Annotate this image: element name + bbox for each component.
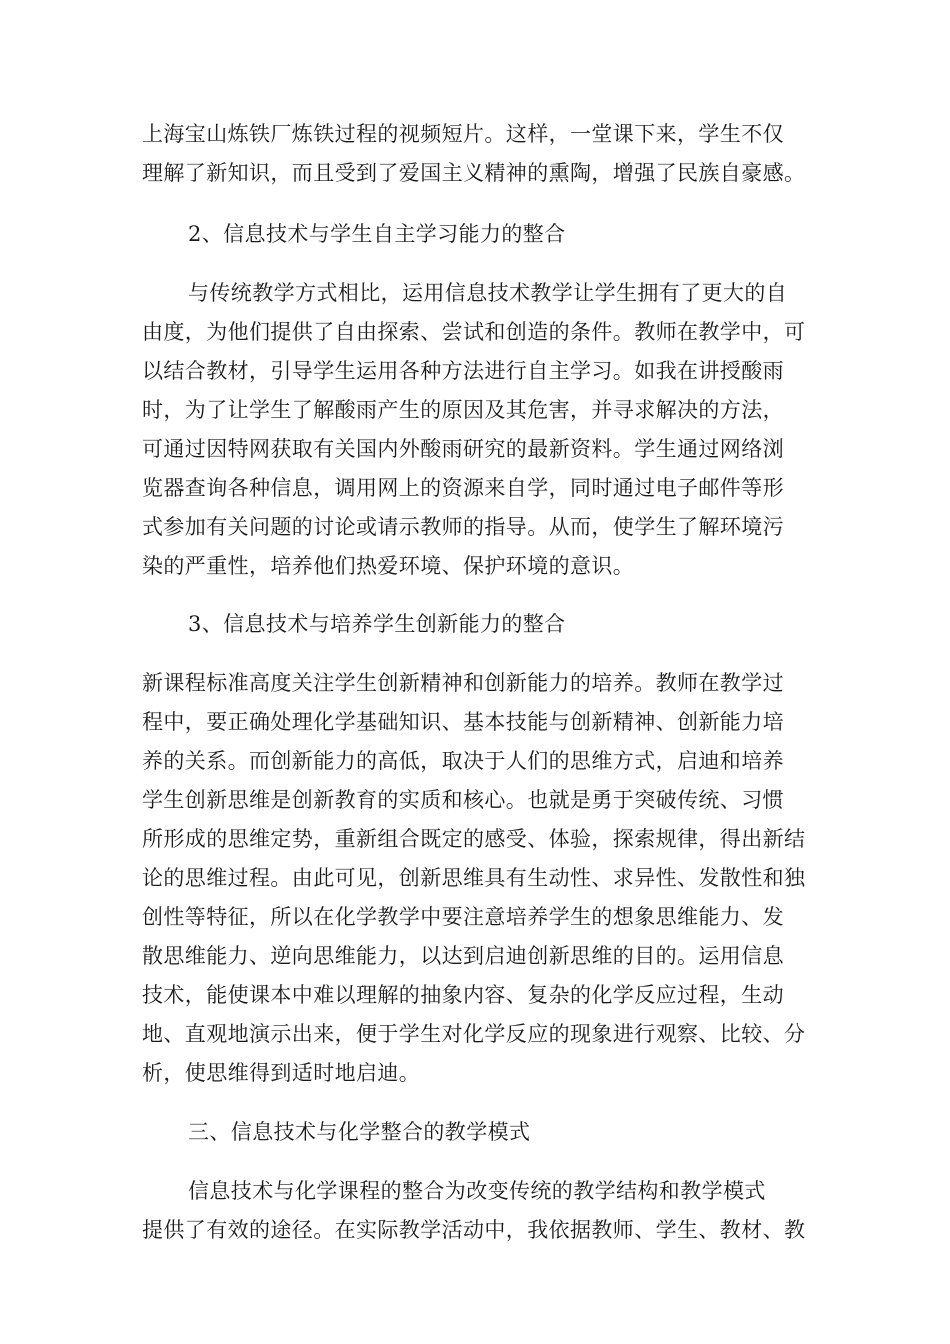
paragraph-line: 式参加有关问题的讨论或请示教师的指导。从而，使学生了解环境污 [142, 515, 784, 539]
paragraph-line: 所形成的思维定势，重新组合既定的感受、体验，探索规律，得出新结 [142, 827, 806, 851]
paragraph-line: 析，使思维得到适时地启迪。 [142, 1061, 421, 1085]
paragraph-line: 由度，为他们提供了自由探索、尝试和创造的条件。教师在教学中，可 [142, 320, 806, 344]
paragraph-line: 创性等特征，所以在化学教学中要注意培养学生的想象思维能力、发 [142, 905, 784, 929]
paragraph-line: 养的关系。而创新能力的高低，取决于人们的思维方式，启迪和培养 [142, 749, 784, 773]
section-heading: 2、信息技术与学生自主学习能力的整合 [188, 222, 566, 246]
section-heading: 三、信息技术与化学整合的教学模式 [188, 1120, 531, 1144]
paragraph-line: 地、直观地演示出来，便于学生对化学反应的现象进行观察、比较、分 [142, 1022, 806, 1046]
paragraph-line: 染的严重性，培养他们热爱环境、保护环境的意识。 [142, 554, 635, 578]
paragraph-line: 论的思维过程。由此可见，创新思维具有生动性、求异性、发散性和独 [142, 866, 806, 890]
paragraph-line: 览器查询各种信息，调用网上的资源来自学，同时通过电子邮件等形 [142, 476, 784, 500]
paragraph-line: 以结合教材，引导学生运用各种方法进行自主学习。如我在讲授酸雨 [142, 359, 784, 383]
paragraph-line: 上海宝山炼铁厂炼铁过程的视频短片。这样，一堂课下来，学生不仅 [142, 122, 784, 146]
paragraph-line: 理解了新知识，而且受到了爱国主义精神的熏陶，增强了民族自豪感。 [142, 161, 806, 185]
paragraph-line: 新课程标准高度关注学生创新精神和创新能力的培养。教师在教学过 [142, 671, 784, 695]
paragraph-line: 可通过因特网获取有关国内外酸雨研究的最新资料。学生通过网络浏 [142, 437, 784, 461]
paragraph-line: 散思维能力、逆向思维能力，以达到启迪创新思维的目的。运用信息 [142, 944, 784, 968]
paragraph-line: 信息技术与化学课程的整合为改变传统的教学结构和教学模式 [188, 1179, 766, 1203]
paragraph-line: 提供了有效的途径。在实际教学活动中，我依据教师、学生、教材、教 [142, 1218, 806, 1242]
paragraph-line: 程中，要正确处理化学基础知识、基本技能与创新精神、创新能力培 [142, 710, 784, 734]
paragraph-line: 与传统教学方式相比，运用信息技术教学让学生拥有了更大的自 [188, 281, 788, 305]
paragraph-line: 时，为了让学生了解酸雨产生的原因及其危害，并寻求解决的方法， [142, 398, 784, 422]
paragraph-line: 技术，能使课本中难以理解的抽象内容、复杂的化学反应过程，生动 [142, 983, 784, 1007]
section-heading: 3、信息技术与培养学生创新能力的整合 [188, 612, 566, 636]
paragraph-line: 学生创新思维是创新教育的实质和核心。也就是勇于突破传统、习惯 [142, 788, 784, 812]
